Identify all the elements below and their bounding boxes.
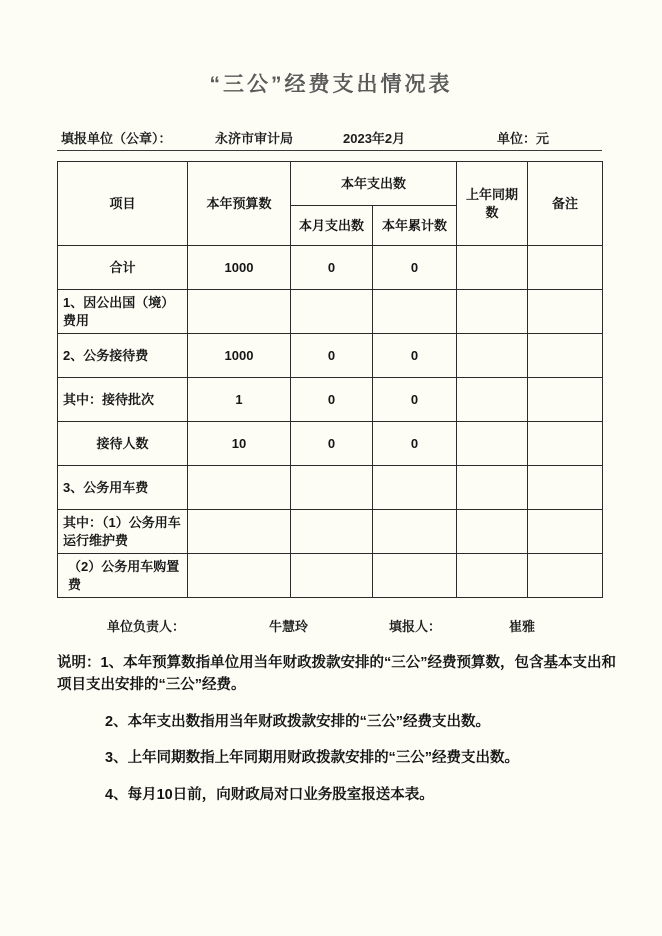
document-title: “三公”经费支出情况表 (209, 73, 453, 96)
cell-cumulative (373, 466, 457, 510)
cell-month: 0 (291, 334, 373, 378)
cell-budget: 10 (188, 422, 291, 466)
cell-budget (188, 290, 291, 334)
header-year-cumulative: 本年累计数 (373, 206, 457, 246)
responsible-person-value: 牛慧玲 (269, 619, 309, 634)
expense-table-wrap (57, 161, 603, 598)
note-3: 3、上年同期数指上年同期用财政拨款安排的“三公”经费支出数。 (105, 750, 520, 767)
signature-row (57, 616, 602, 638)
cell-month (291, 510, 373, 554)
reporting-unit-value: 永济市审计局 (215, 131, 294, 146)
cell-cumulative: 0 (373, 422, 457, 466)
table-row-abroad (58, 290, 603, 334)
cell-remarks (528, 246, 603, 290)
cell-remarks (528, 422, 603, 466)
table-row-vehicle-maintenance (58, 510, 603, 554)
cell-remarks (528, 554, 603, 598)
note-4: 4、每月10日前，向财政局对口业务股室报送本表。 (105, 786, 434, 803)
cell-last-year (457, 554, 528, 598)
cell-budget: 1000 (188, 334, 291, 378)
cell-month (291, 554, 373, 598)
cell-month: 0 (291, 246, 373, 290)
cell-budget (188, 554, 291, 598)
cell-project: 2、公务接待费 (58, 334, 188, 378)
cell-project: 其中：接待批次 (58, 378, 188, 422)
table-row-reception-batches (58, 378, 603, 422)
cell-cumulative (373, 554, 457, 598)
cell-last-year (457, 290, 528, 334)
cell-last-year (457, 510, 528, 554)
meta-row (57, 124, 602, 151)
cell-remarks (528, 466, 603, 510)
cell-last-year (457, 334, 528, 378)
note-2: 2、本年支出数指用当年财政拨款安排的“三公”经费支出数。 (105, 713, 491, 730)
reporting-unit-label: 填报单位（公章）： (61, 131, 172, 146)
cell-project: 其中：（1）公务用车运行维护费 (58, 510, 188, 554)
cell-month: 0 (291, 378, 373, 422)
cell-last-year (457, 466, 528, 510)
header-last-year: 上年同期数 (457, 162, 528, 246)
header-expenditure-group: 本年支出数 (291, 162, 457, 206)
header-month-expenditure: 本月支出数 (291, 206, 373, 246)
notes-section (57, 652, 623, 820)
report-date: 2023年2月 (343, 131, 406, 146)
cell-last-year (457, 246, 528, 290)
table-row-reception (58, 334, 603, 378)
cell-remarks (528, 510, 603, 554)
cell-budget (188, 466, 291, 510)
header-row-1 (58, 162, 603, 206)
header-project: 项目 (58, 162, 188, 246)
responsible-person-label: 单位负责人： (107, 619, 186, 634)
cell-cumulative: 0 (373, 246, 457, 290)
cell-cumulative: 0 (373, 378, 457, 422)
table-row-total (58, 246, 603, 290)
cell-month (291, 290, 373, 334)
cell-project: 3、公务用车费 (58, 466, 188, 510)
cell-month: 0 (291, 422, 373, 466)
cell-project: （2）公务用车购置费 (58, 554, 188, 598)
cell-project: 合计 (58, 246, 188, 290)
cell-cumulative (373, 510, 457, 554)
cell-month (291, 466, 373, 510)
cell-last-year (457, 422, 528, 466)
cell-budget: 1 (188, 378, 291, 422)
header-budget: 本年预算数 (188, 162, 291, 246)
cell-cumulative: 0 (373, 334, 457, 378)
cell-project: 1、因公出国（境）费用 (58, 290, 188, 334)
header-remarks: 备注 (528, 162, 603, 246)
form-filler-value: 崔雅 (509, 619, 536, 634)
table-row-vehicle (58, 466, 603, 510)
currency-unit-label: 单位：元 (497, 131, 550, 146)
cell-project: 接待人数 (58, 422, 188, 466)
table-row-vehicle-purchase (58, 554, 603, 598)
cell-budget: 1000 (188, 246, 291, 290)
cell-remarks (528, 290, 603, 334)
cell-remarks (528, 334, 603, 378)
cell-cumulative (373, 290, 457, 334)
form-filler-label: 填报人： (389, 619, 442, 634)
note-1: 说明：1、本年预算数指单位用当年财政拨款安排的“三公”经费预算数，包含基本支出和项目支出安排的“三公”经费。 (57, 655, 617, 694)
cell-remarks (528, 378, 603, 422)
expense-table (57, 161, 603, 598)
cell-last-year (457, 378, 528, 422)
cell-budget (188, 510, 291, 554)
table-row-reception-people (58, 422, 603, 466)
